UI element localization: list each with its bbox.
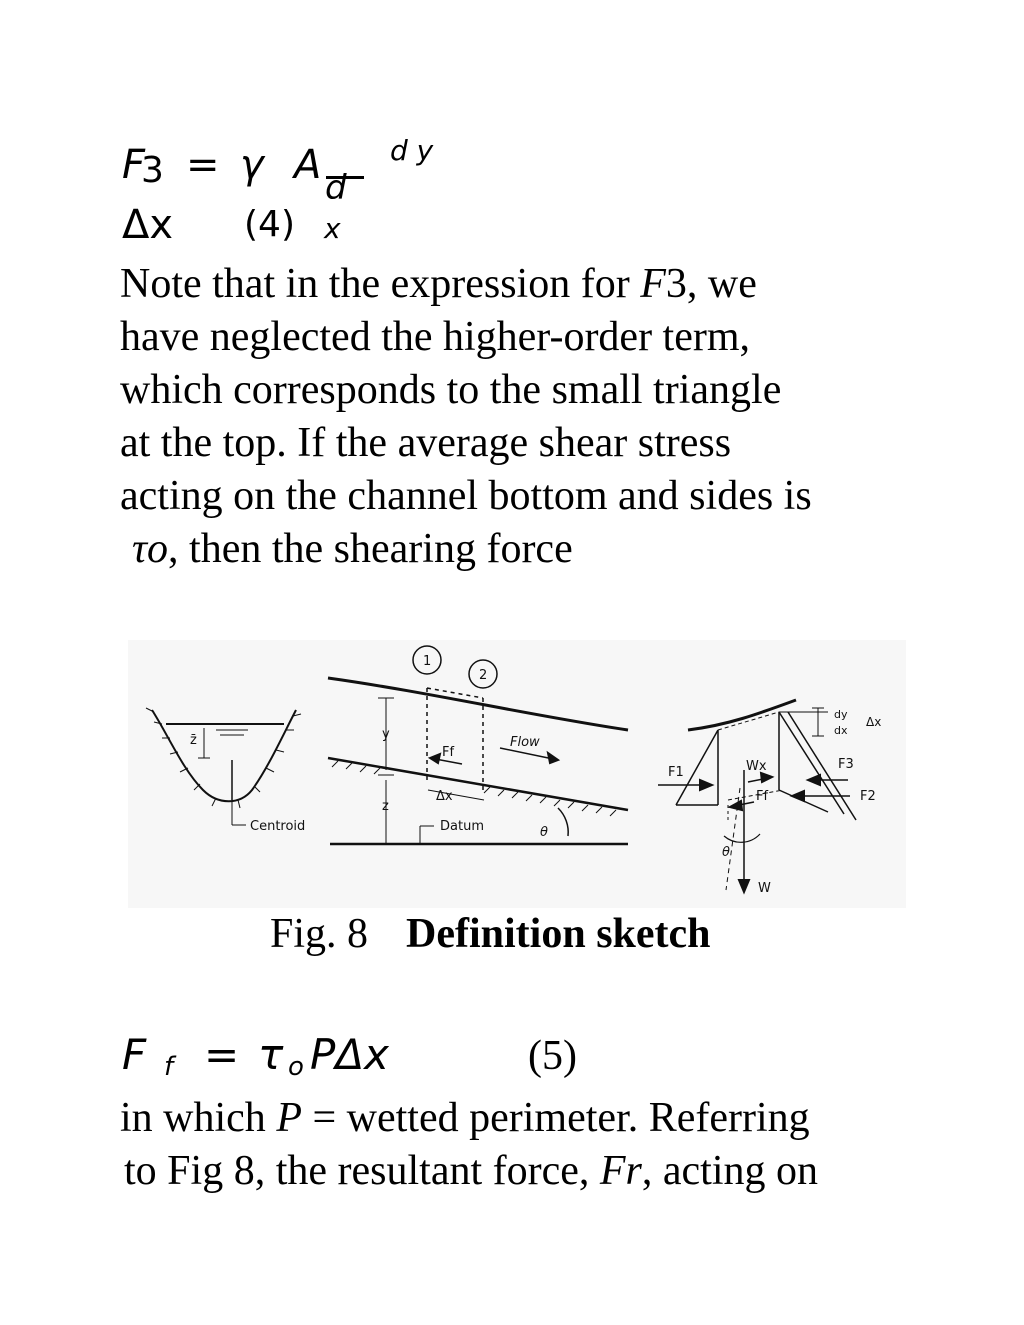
eq5-f: F — [122, 1030, 147, 1079]
paragraph-1-line-2: have neglected the higher-order term, — [120, 314, 751, 360]
eq4-delta-x: Δx — [122, 202, 174, 248]
fig-label-f1: F1 — [668, 765, 684, 780]
figure-caption — [270, 910, 711, 958]
fig-label-dx-frac: dx — [834, 724, 848, 737]
fig-label-theta: θ — [540, 825, 548, 840]
fig-label-dx-suffix: Δx — [866, 715, 882, 729]
fig-label-zbar: z̄ — [190, 733, 197, 748]
fig-label-datum: Datum — [440, 819, 484, 834]
fig-label-y: y — [382, 727, 390, 742]
fig-label-ff-right: Ff — [756, 789, 769, 804]
fig-label-f2: F2 — [860, 789, 876, 804]
eq4-frac-numerator: d y — [390, 134, 434, 167]
eq5-sub-f: f — [164, 1052, 174, 1082]
surface-curve-right — [688, 700, 796, 730]
fig-label-dy: dy — [834, 708, 848, 721]
eq5-tau: τ — [258, 1030, 284, 1079]
paragraph-1 — [120, 258, 812, 576]
eq5-p-delta-x: PΔx — [310, 1030, 389, 1079]
fig-label-ff: Ff — [442, 745, 455, 760]
paragraph-2-line-1: in which P = wetted perimeter. Referring — [120, 1095, 810, 1141]
fig-label-z: z — [382, 799, 389, 814]
eq4-a: A — [294, 142, 322, 188]
fig-label-f3: F3 — [838, 757, 854, 772]
eq4-subscript: 3 — [141, 150, 164, 191]
channel-bed — [328, 758, 628, 810]
paragraph-2-line-2: to Fig 8, the resultant force, Fr, acting on — [124, 1148, 819, 1194]
paragraph-1-line-4: at the top. If the average shear stress — [120, 420, 732, 466]
paragraph-1-line-1: Note that in the expression for F3, we — [120, 261, 757, 307]
fig-label-wx: Wx — [746, 759, 767, 774]
water-surface-profile — [328, 678, 628, 730]
eq5-sub-o: o — [288, 1052, 304, 1082]
paragraph-1-line-5: acting on the channel bottom and sides is — [120, 473, 812, 519]
fig-label-flow: Flow — [510, 735, 540, 750]
eq5-equals: = — [204, 1030, 240, 1079]
paragraph-2 — [120, 1092, 818, 1198]
eq4-frac-denominator: d — [325, 168, 347, 208]
fig-label-w: W — [758, 881, 771, 896]
fig-label-centroid: Centroid — [250, 819, 306, 834]
figure-caption-title: Definition sketch — [406, 911, 711, 957]
fig-label-circle-1: 1 — [423, 654, 432, 669]
eq4-gamma: γ — [240, 142, 264, 188]
eq4-f: F — [122, 142, 146, 188]
eq4-x: x — [324, 212, 341, 245]
definition-sketch-figure — [128, 640, 906, 908]
fig-label-circle-2: 2 — [479, 668, 488, 683]
figure-caption-number: Fig. 8 — [270, 911, 369, 957]
eq5-number: (5) — [528, 1033, 577, 1079]
definition-sketch-svg — [128, 640, 906, 908]
fig-label-delta-x: Δx — [436, 789, 453, 804]
paragraph-1-line-3: which corresponds to the small triangle — [120, 367, 782, 413]
eq4-equals: = — [186, 142, 220, 188]
eq4-number: (4) — [244, 204, 295, 245]
fig-label-theta-right: θ — [722, 845, 730, 860]
paragraph-1-line-6: τo, then the shearing force — [132, 526, 573, 572]
